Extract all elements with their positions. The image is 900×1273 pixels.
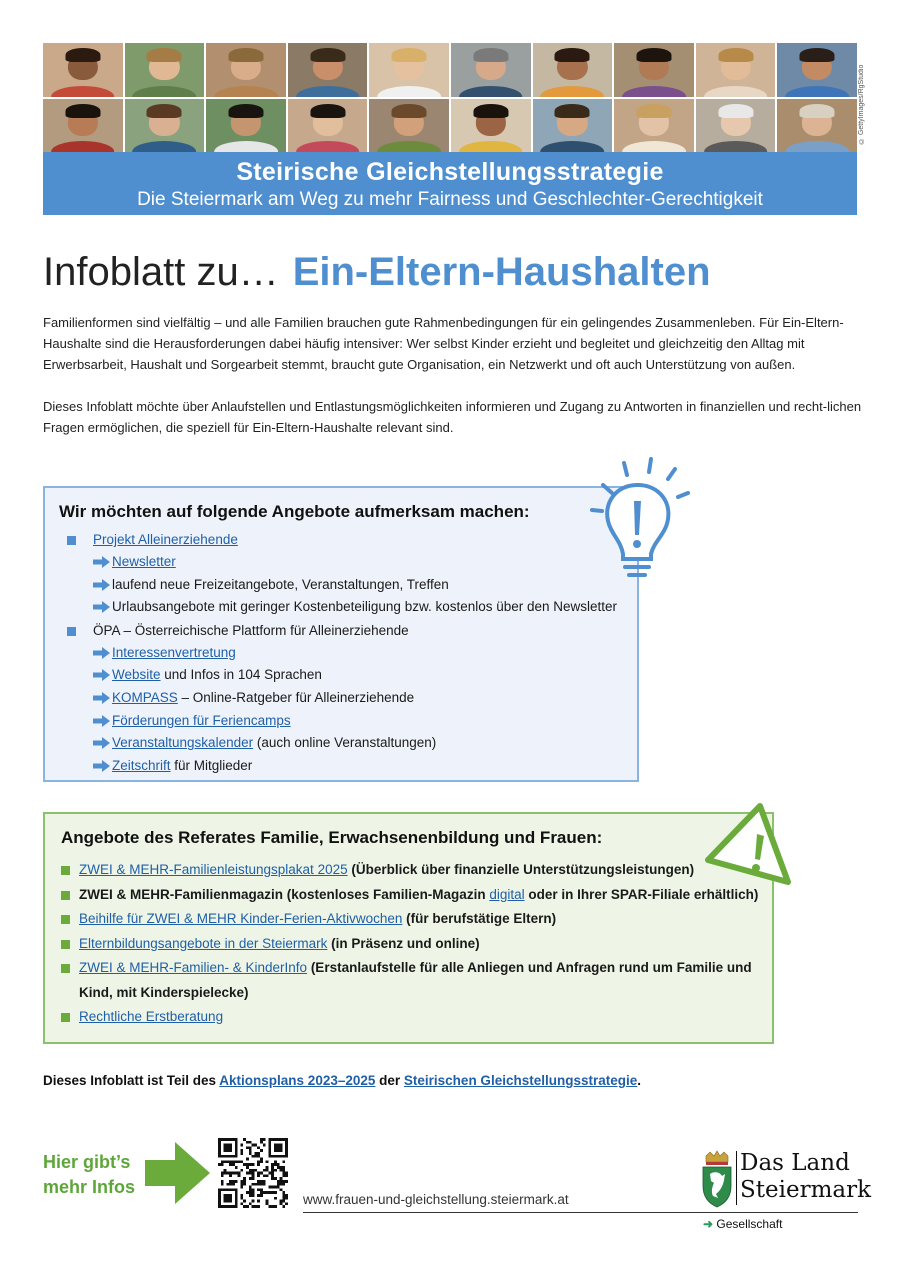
- portrait-photo: [206, 43, 286, 97]
- square-bullet-icon: [61, 891, 70, 900]
- offer-link[interactable]: Veranstaltungskalender: [112, 735, 254, 751]
- more-info-line: mehr Infos: [43, 1177, 136, 1197]
- brand-wordmark: [740, 1150, 871, 1204]
- referat-heading: Angebote des Referates Familie, Erwachsenenbildung und Frauen:: [61, 828, 603, 847]
- more-info-label: [43, 1150, 135, 1200]
- sub-list-item: [45, 687, 637, 710]
- portrait-photo-grid: [43, 43, 857, 152]
- intro-paragraph-1: Familienformen sind vielfältig – und alle Familien brauchen gute Rahmenbedingungen für ein gelingendes Zusammenleben. Für Ein-Eltern-Haushalte sind die Herausforderungen dabei häufig intensiver: Wer selbst Kinder erzieht und begleitet und gleichzeitig den Alltag mit Erwerbsarbeit, Haushalt und Sorgearbeit stemmt, braucht gute Organisation, ein Netzwerkt und oft auch Unterstützung von außen.: [43, 315, 844, 372]
- portrait-photo: [696, 99, 776, 153]
- offer-link[interactable]: Interessenvertretung: [112, 644, 236, 660]
- lightbulb-icon: [588, 455, 693, 580]
- item-text: (für berufstätige Eltern): [402, 911, 557, 926]
- offer-text: – Online-Ratgeber für Alleinerziehende: [177, 689, 415, 705]
- portrait-photo: [288, 43, 368, 97]
- offer-link[interactable]: Zeitschrift: [112, 757, 171, 773]
- square-bullet-icon: [61, 940, 70, 949]
- banner-title: Steirische Gleichstellungsstrategie: [236, 158, 664, 186]
- portrait-photo: [43, 99, 123, 153]
- brand-line: Das Land: [740, 1150, 850, 1176]
- oepa-label: ÖPA – Österreichische Plattform für Alleinerziehende: [93, 622, 409, 638]
- portrait-photo: [451, 43, 531, 97]
- portrait-photo: [696, 43, 776, 97]
- item-text: ZWEI & MEHR-Familienmagazin (kostenloses Familien-Magazin: [79, 886, 490, 902]
- sub-list-item: [45, 732, 637, 755]
- portrait-photo: [125, 99, 205, 153]
- arrow-right-icon: [93, 715, 110, 727]
- square-bullet-icon: [61, 866, 70, 875]
- footnote: [43, 1073, 641, 1088]
- arrow-right-icon: ➜: [703, 1217, 714, 1231]
- referat-link[interactable]: Rechtliche Erstberatung: [79, 1009, 224, 1024]
- list-item: [45, 956, 772, 1005]
- referat-box: [43, 812, 774, 1044]
- department-name: Gesellschaft: [716, 1217, 783, 1231]
- page-title: [43, 250, 711, 295]
- intro-text: [43, 312, 863, 459]
- photo-credit: © GettyImages/RgStudio: [858, 64, 865, 144]
- offer-link[interactable]: KOMPASS: [112, 689, 178, 705]
- arrow-right-icon: [93, 647, 110, 659]
- referat-link[interactable]: Elternbildungsangebote in der Steiermark: [79, 935, 328, 951]
- link-projekt-alleinerziehende[interactable]: Projekt Alleinerziehende: [93, 532, 238, 547]
- arrow-right-icon: [93, 601, 110, 613]
- list-item: [45, 883, 772, 908]
- square-bullet-icon: [67, 536, 76, 545]
- offer-link[interactable]: Förderungen für Feriencamps: [112, 712, 291, 728]
- portrait-photo: [533, 43, 613, 97]
- title-main: Ein-Eltern-Haushalten: [292, 250, 711, 294]
- offers-box: [43, 486, 639, 782]
- offers-heading: Wir möchten auf folgende Angebote aufmerksam machen:: [59, 502, 530, 521]
- list-item: [45, 619, 637, 642]
- offer-text: und Infos in 104 Sprachen: [160, 667, 322, 683]
- more-info-line: Hier gibt’s: [43, 1152, 131, 1172]
- footnote-text: der: [375, 1073, 404, 1088]
- list-item: [45, 528, 637, 551]
- item-text: (Erstanlaufstelle für alle Anliegen und Anfragen rund um Familie und Kind, mit Kinderspielecke): [79, 960, 752, 1000]
- sub-list-item: [45, 664, 637, 687]
- strategy-banner: [43, 152, 857, 215]
- portrait-photo: [614, 99, 694, 153]
- portrait-photo: [533, 99, 613, 153]
- portrait-photo: [369, 43, 449, 97]
- offer-text: (auch online Veranstaltungen): [253, 735, 437, 751]
- arrow-right-icon: [93, 579, 110, 591]
- intro-paragraph-2: Dieses Infoblatt möchte über Anlaufstellen und Entlastungsmöglichkeiten informieren und Zugang zu Antworten in finanziellen und recht-lichen Fragen ermöglichen, die speziell für Ein-Eltern-Haushalte relevant sind.: [43, 399, 862, 435]
- offer-text: für Mitglieder: [170, 757, 253, 773]
- link-aktionsplan[interactable]: Aktionsplans 2023–2025: [219, 1073, 376, 1088]
- arrow-right-icon: [93, 556, 110, 568]
- website-url[interactable]: www.frauen-und-gleichstellung.steiermark.at: [303, 1192, 569, 1207]
- list-item: [45, 1005, 772, 1030]
- item-text: oder in Ihrer SPAR-Filiale erhältlich): [524, 886, 759, 902]
- department-label: [703, 1217, 782, 1231]
- warning-icon: [700, 800, 792, 890]
- square-bullet-icon: [67, 627, 76, 636]
- portrait-photo: [369, 99, 449, 153]
- portrait-photo: [777, 43, 857, 97]
- title-prefix: Infoblatt zu…: [43, 250, 279, 294]
- portrait-photo: [288, 99, 368, 153]
- portrait-photo: [125, 43, 205, 97]
- sub-list-item: [45, 710, 637, 733]
- portrait-photo: [451, 99, 531, 153]
- list-item: [45, 858, 772, 883]
- referat-link[interactable]: Beihilfe für ZWEI & MEHR Kinder-Ferien-Aktivwochen: [79, 911, 403, 926]
- portrait-photo: [614, 43, 694, 97]
- arrow-right-icon: [93, 692, 110, 704]
- referat-link[interactable]: ZWEI & MEHR-Familien- & KinderInfo: [79, 960, 308, 975]
- portrait-photo: [777, 99, 857, 153]
- referat-link[interactable]: digital: [489, 886, 525, 902]
- sub-list-item: [45, 642, 637, 665]
- item-text: (Überblick über finanzielle Unterstützungsleistungen): [347, 862, 695, 877]
- sub-list-item: [45, 755, 637, 778]
- steiermark-crest-icon: [700, 1150, 734, 1208]
- offer-link[interactable]: Newsletter: [112, 554, 176, 569]
- brand-divider: [736, 1151, 737, 1205]
- list-item: [45, 932, 772, 957]
- item-text: (in Präsenz und online): [327, 935, 480, 951]
- arrow-right-icon: [93, 669, 110, 681]
- square-bullet-icon: [61, 1013, 70, 1022]
- qr-code[interactable]: [218, 1138, 288, 1208]
- offer-text: laufend neue Freizeitangebote, Veranstaltungen, Treffen: [112, 576, 449, 592]
- sub-list-item: [45, 551, 637, 574]
- square-bullet-icon: [61, 915, 70, 924]
- sub-list-item: [45, 574, 637, 597]
- arrow-right-icon: [93, 760, 110, 772]
- arrow-right-icon: [93, 737, 110, 749]
- footer-divider: [303, 1212, 858, 1213]
- sub-list-item: [45, 596, 637, 619]
- brand-line: Steiermark: [740, 1177, 872, 1203]
- list-item: [45, 907, 772, 932]
- portrait-photo: [206, 99, 286, 153]
- square-bullet-icon: [61, 964, 70, 973]
- arrow-right-icon: [145, 1142, 210, 1204]
- referat-link[interactable]: ZWEI & MEHR-Familienleistungsplakat 2025: [79, 862, 348, 877]
- banner-subtitle: Die Steiermark am Weg zu mehr Fairness und Geschlechter-Gerechtigkeit: [137, 189, 763, 210]
- portrait-photo: [43, 43, 123, 97]
- offer-link[interactable]: Website: [112, 667, 161, 683]
- offer-text: Urlaubsangebote mit geringer Kostenbeteiligung bzw. kostenlos über den Newsletter: [112, 599, 618, 615]
- footnote-text: .: [637, 1073, 642, 1088]
- footnote-text: Dieses Infoblatt ist Teil des: [43, 1073, 220, 1088]
- link-gleichstellungsstrategie[interactable]: Steirischen Gleichstellungsstrategie: [403, 1073, 638, 1088]
